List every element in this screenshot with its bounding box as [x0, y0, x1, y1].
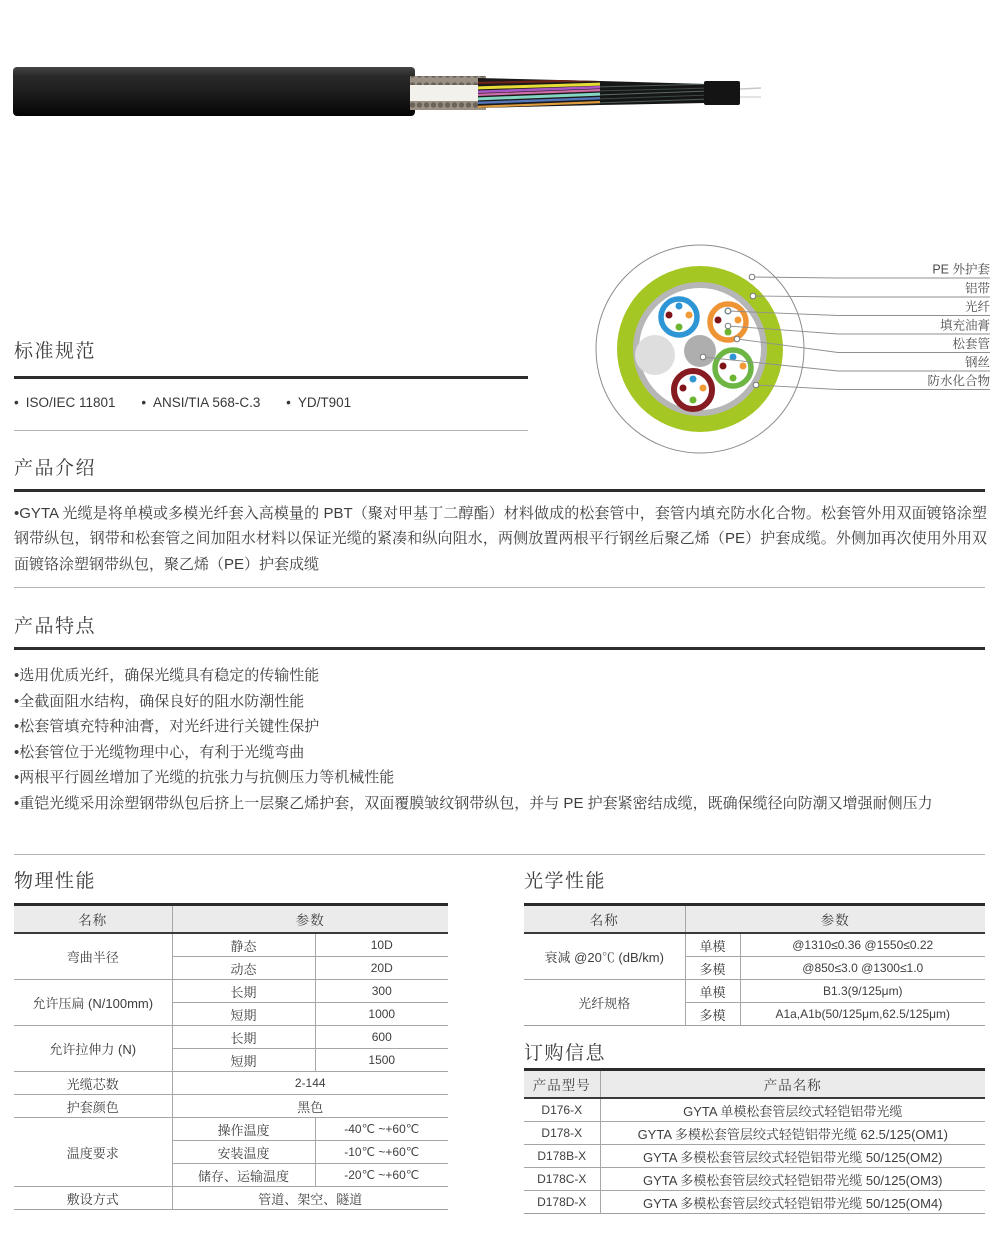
standard-item: • ANSI/TIA 568-C.3: [141, 395, 260, 410]
divider: [14, 430, 528, 431]
table-row: [524, 1168, 985, 1191]
table-row: [14, 1026, 448, 1049]
table-row: [524, 933, 985, 957]
feature-item: • 两根平行圆丝增加了光缆的抗张力与抗侧压力等机械性能: [14, 765, 987, 791]
cell-key: 操作温度: [172, 1118, 315, 1141]
divider: [14, 587, 985, 588]
table-row: [524, 1191, 985, 1214]
table-row: [14, 1187, 448, 1210]
physical-table: [14, 903, 448, 1210]
feature-item: • 松套管填充特种油膏，对光纤进行关键性保护: [14, 714, 987, 740]
header-param: 参数: [172, 905, 448, 934]
cell-model: D178-X: [524, 1122, 600, 1145]
cell-model: D178D-X: [524, 1191, 600, 1214]
divider: [14, 647, 985, 650]
cell-key: 动态: [172, 957, 315, 980]
table-row: [14, 1072, 448, 1095]
cell-value: 10D: [315, 933, 448, 957]
cell-model: D178B-X: [524, 1145, 600, 1168]
cell-name: 允许压扁 (N/100mm): [14, 980, 172, 1026]
cross-section-diagram: [590, 235, 1000, 470]
fiber-dot: [720, 363, 727, 370]
divider: [14, 376, 528, 379]
standard-item: • YD/T901: [286, 395, 351, 410]
intro-paragraph: • GYTA 光缆是将单模或多模光纤套入高模量的 PBT（聚对甲基丁二醇酯）材料做成的松套管中，套管内填充防水化合物。松套管外用双面镀铬涂塑钢带纵包，钢带和松套管之间加阻水材料以保证光缆的紧凑和纵向阻水，两侧放置两根平行钢丝后聚乙烯（PE）护套成缆。外侧加再次使用外用双面镀铬涂塑钢带纵包，聚乙烯（PE）护套成缆: [14, 501, 987, 577]
fiber-dot: [740, 363, 747, 370]
fiber-dot: [725, 329, 732, 336]
table-row: [524, 1145, 985, 1168]
feature-item: • 选用优质光纤，确保光缆具有稳定的传输性能: [14, 663, 987, 689]
cell-name: 温度要求: [14, 1118, 172, 1187]
cell-key: 单模: [685, 933, 740, 957]
cell-key: 多模: [685, 957, 740, 980]
cell-key: 长期: [172, 1026, 315, 1049]
cell-value: 2-144: [172, 1072, 448, 1095]
cell-value: -40℃ ~+60℃: [315, 1118, 448, 1141]
cell-name: 敷设方式: [14, 1187, 172, 1210]
divider: [14, 489, 985, 492]
header-model: 产品型号: [524, 1070, 600, 1099]
cell-key: 多模: [685, 1003, 740, 1026]
feature-item: • 松套管位于光缆物理中心，有利于光缆弯曲: [14, 740, 987, 766]
fiber-dot: [690, 397, 697, 404]
diagram-label-steel-wire: 钢丝: [964, 355, 990, 370]
cell-value: -10℃ ~+60℃: [315, 1141, 448, 1164]
cell-key: 储存、运输温度: [172, 1164, 315, 1187]
table-header-row: [524, 1070, 985, 1099]
cell-value: 20D: [315, 957, 448, 980]
fiber-dot: [686, 312, 693, 319]
cell-value: 1000: [315, 1003, 448, 1026]
ordering-title: 订购信息: [524, 1043, 607, 1064]
diagram-label-pe-sheath: PE 外护套: [932, 262, 990, 277]
cell-value: 黑色: [172, 1095, 448, 1118]
fiber-dot: [715, 317, 722, 324]
header-name: 名称: [524, 905, 685, 934]
cell-value: 1500: [315, 1049, 448, 1072]
table-row: [524, 1122, 985, 1145]
cell-key: 单模: [685, 980, 740, 1003]
optical-table: [524, 903, 985, 1026]
features-title: 产品特点: [14, 616, 97, 637]
feature-item: • 重铠光缆采用涂塑钢带纵包后挤上一层聚乙烯护套，双面覆膜皱纹钢带纵包，并与 PE 护套紧密结成缆，既确保缆径向防潮又增强耐侧压力: [14, 791, 987, 817]
cable-inner-tube: [410, 84, 486, 102]
cell-key: 静态: [172, 933, 315, 957]
cell-name: 护套颜色: [14, 1095, 172, 1118]
standard-item: • ISO/IEC 11801: [14, 395, 116, 410]
cable-photo: [10, 60, 770, 130]
fiber-dot: [730, 375, 737, 382]
cable-tip: [704, 81, 740, 105]
cell-value: @850≤3.0 @1300≤1.0: [740, 957, 985, 980]
fiber-dot: [666, 312, 673, 319]
table-row: [14, 1118, 448, 1141]
cable-jacket: [13, 67, 415, 116]
table-header-row: [14, 905, 448, 934]
cell-value: 300: [315, 980, 448, 1003]
steel-wire-center: [684, 335, 716, 367]
cell-product-name: GYTA 单模松套管层绞式轻铠铝带光缆: [600, 1098, 985, 1122]
diagram-label-aluminum-tape: 铝带: [964, 281, 990, 296]
cell-name: 弯曲半径: [14, 933, 172, 980]
divider: [14, 854, 985, 855]
table-row: [524, 1098, 985, 1122]
loose-tube-green: [715, 350, 751, 386]
cell-name: 允许拉伸力 (N): [14, 1026, 172, 1072]
header-param: 参数: [685, 905, 985, 934]
cell-key: 长期: [172, 980, 315, 1003]
bare-fiber: [740, 88, 761, 89]
intro-title: 产品介绍: [14, 458, 97, 479]
cell-key: 短期: [172, 1003, 315, 1026]
cell-name: 光缆芯数: [14, 1072, 172, 1095]
header-product-name: 产品名称: [600, 1070, 985, 1099]
diagram-label-waterproof: 防水化合物: [927, 374, 990, 388]
diagram-label-fiber: 光纤: [964, 300, 990, 314]
fiber-dot: [700, 385, 707, 392]
steel-wire-left: [635, 335, 675, 375]
cell-product-name: GYTA 多模松套管层绞式轻铠铝带光缆 50/125(OM4): [600, 1191, 985, 1214]
cell-name: 衰减 @20℃ (dB/km): [524, 933, 685, 980]
cell-product-name: GYTA 多模松套管层绞式轻铠铝带光缆 50/125(OM2): [600, 1145, 985, 1168]
ordering-table: [524, 1068, 985, 1214]
cable-fiber-bundle: [474, 78, 604, 108]
physical-title: 物理性能: [14, 871, 97, 892]
fiber-dot: [680, 385, 687, 392]
fiber-dot: [676, 303, 683, 310]
cell-key: 短期: [172, 1049, 315, 1072]
cable-strands: [596, 81, 710, 106]
cable-armor-top: [410, 76, 486, 85]
feature-item: • 全截面阻水结构，确保良好的阻水防潮性能: [14, 689, 987, 715]
cable-armor-bottom: [410, 101, 486, 110]
features-list: [14, 663, 987, 816]
cell-value: @1310≤0.36 @1550≤0.22: [740, 933, 985, 957]
loose-tube-maroon: [674, 371, 712, 409]
cell-value: 管道、架空、隧道: [172, 1187, 448, 1210]
standards-list: [14, 395, 373, 410]
fiber-dot: [690, 376, 697, 383]
table-row: [14, 980, 448, 1003]
cell-model: D178C-X: [524, 1168, 600, 1191]
table-header-row: [524, 905, 985, 934]
cell-value: A1a,A1b(50/125μm,62.5/125μm): [740, 1003, 985, 1026]
diagram-label-loose-tube: 松套管: [952, 337, 990, 351]
cell-key: 安装温度: [172, 1141, 315, 1164]
cell-value: B1.3(9/125μm): [740, 980, 985, 1003]
loose-tube-blue: [661, 299, 697, 335]
cell-model: D176-X: [524, 1098, 600, 1122]
fiber-dot: [735, 317, 742, 324]
standards-title: 标准规范: [14, 341, 97, 362]
diagram-label-filling-gel: 填充油膏: [939, 318, 990, 333]
table-row: [524, 980, 985, 1003]
cell-product-name: GYTA 多模松套管层绞式轻铠铝带光缆 50/125(OM3): [600, 1168, 985, 1191]
table-row: [14, 1095, 448, 1118]
optical-title: 光学性能: [524, 871, 607, 892]
cell-product-name: GYTA 多模松套管层绞式轻铠铝带光缆 62.5/125(OM1): [600, 1122, 985, 1145]
table-row: [14, 933, 448, 957]
cell-name: 光纤规格: [524, 980, 685, 1026]
cell-value: -20℃ ~+60℃: [315, 1164, 448, 1187]
fiber-dot: [676, 324, 683, 331]
cell-value: 600: [315, 1026, 448, 1049]
header-name: 名称: [14, 905, 172, 934]
